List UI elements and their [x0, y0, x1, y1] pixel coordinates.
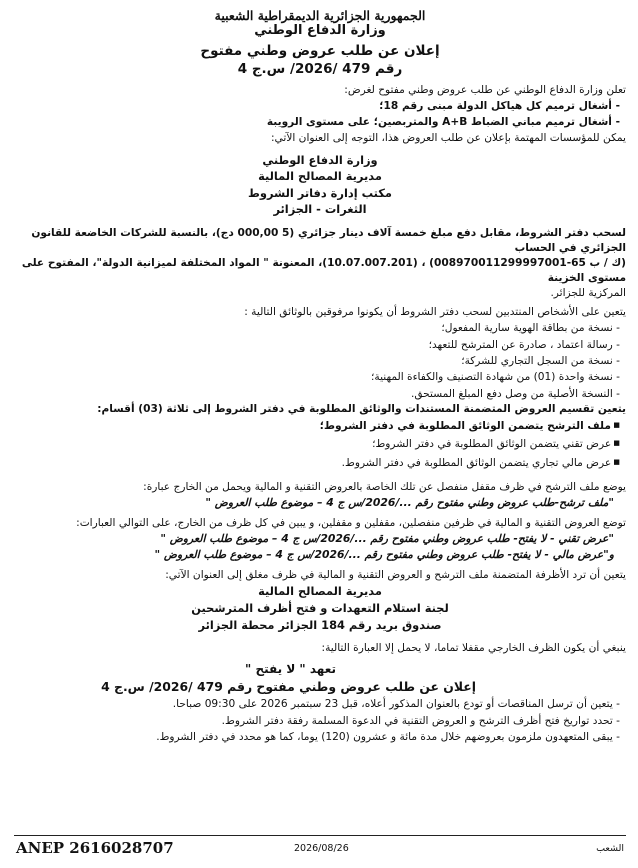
republic-name: الجمهورية الجزائرية الديمقراطية الشعبية [214, 8, 426, 23]
document-header [14, 8, 626, 77]
work-item: - أشغال ترميم مباني الضباط A+B والمتربصين؛ على مستوى الرويبة [14, 114, 620, 130]
structure-item: ■ عرض مالي تجاري يتضمن الوثائق المطلوبة في دفتر الشروط. [14, 454, 620, 472]
documents-list [14, 320, 626, 402]
structure-item: ■ ملف الترشح يتضمن الوثائق المطلوبة في دفتر الشروط؛ [14, 417, 620, 435]
structure-item: ■ عرض تقني يتضمن الوثائق المطلوبة في دفتر الشروط؛ [14, 435, 620, 453]
outer-envelope-notice [14, 660, 626, 697]
structure-intro: يتعين تقسيم العروض المتضمنة المستندات والوثائق المطلوبة في دفتر الشروط إلى ثلاثة (03) أقسام: [97, 403, 626, 416]
outer-envelope-intro: ينبغي أن يكون الظرف الخارجي مقفلا تماما، لا يحمل إلا العبارة التالية: [321, 641, 626, 654]
closing-list [14, 696, 626, 745]
technical-quote: "عرض تقني - لا يفتح- طلب عروض وطني مفتوح رقم .../2026/س ج 4 – موضوع طلب العروض " [160, 531, 614, 545]
address-line: مديرية المصالح المالية [258, 584, 382, 599]
withdrawal-address [14, 152, 626, 218]
announcement-page [14, 8, 626, 858]
address-line: وزارة الدفاع الوطني [262, 152, 378, 167]
document-item: - النسخة الأصلية من وصل دفع المبلغ المستحق. [14, 386, 620, 402]
address-line: مديرية المصالح المالية [258, 169, 382, 184]
closing-item: - يبقى المتعهدون ملزمون بعروضهم خلال مدة مائة و عشرون (120) يوما، كما هو محدد في دفتر الشروط. [14, 729, 620, 745]
address-line: الثغرات - الجزائر [273, 202, 367, 217]
newspaper-name: الشعب [596, 843, 624, 854]
submission-address [14, 583, 626, 634]
offers-intro: توضع العروض التقنية و المالية في ظرفين منفصلين، مقفلين و مقفلين، و يبين في كل ظرف من الخارج، على التوالي العبارات: [76, 516, 626, 529]
works-list [14, 98, 626, 131]
withdrawal-line: المركزية للجزائر. [550, 287, 626, 300]
financial-quote: و"عرض مالي - لا يفتح- طلب عروض وطني مفتوح رقم .../2026/س ج 4 – موضوع طلب العروض " [154, 548, 614, 562]
notice-line: تعهد " لا يفتح " [245, 661, 336, 676]
structure-list [14, 417, 626, 472]
candidature-quote: "ملف ترشح-طلب عروض وطني مفتوح رقم .../2026/س ج 4 – موضوع طلب العروض " [205, 495, 614, 509]
invite-text: يمكن للمؤسسات المهتمة بإعلان عن طلب العروض هذا، التوجه إلى العنوان الآتي: [270, 131, 626, 144]
announcement-title: إعلان عن طلب عروض وطني مفتوح [200, 42, 440, 59]
page-footer [14, 835, 626, 858]
document-item: - نسخة من السجل التجاري للشركة؛ [14, 353, 620, 369]
submit-intro: يتعين أن ترد الأظرفة المتضمنة ملف الترشح و العروض التقنية و المالية في ظرف مغلق إلى العنوان الآتي: [165, 569, 626, 582]
withdrawal-line: (ك / ب 65-008970011299997001) ، (10.07.007.201)، المعنونة " المواد المختلفة لميزانية الدولة"، المفتوح على مستوى الخزينة [21, 257, 626, 285]
anep-reference: ANEP 2616028707 [16, 839, 174, 857]
work-item: - أشغال ترميم كل هياكل الدولة مبنى رقم 18؛ [14, 98, 620, 114]
address-line: مكتب إدارة دفاتر الشروط [248, 185, 392, 200]
withdrawal-line: لسحب دفتر الشروط، مقابل دفع مبلغ خمسة آلاف دينار جزائري (5 000,00 دج)، بالنسبة للشركات الخاضعة للقانون الجزائري في الحساب [31, 226, 626, 254]
closing-item: - تحدد تواريخ فتح أظرف الترشح و العروض التقنية في الدعوة المسلمة رفقة دفتر الشروط. [14, 713, 620, 729]
document-item: - رسالة اعتماد ، صادرة عن المترشح للتعهد؛ [14, 337, 620, 353]
address-line: لجنة استلام التعهدات و فتح أظرف المترشحين [191, 601, 449, 616]
address-line: صندوق بريد رقم 184 الجزائر محطة الجزائر [198, 618, 442, 633]
candidature-intro: يوضع ملف الترشح في ظرف مقفل منفصل عن تلك الخاصة بالعروض التقنية و المالية ويحمل من الخارج عبارة: [143, 480, 626, 493]
notice-line: إعلان عن طلب عروض وطني مفتوح رقم 479 /2026/ س.ج 4 [101, 678, 476, 694]
ministry-name: وزارة الدفاع الوطني [254, 23, 386, 38]
document-item: - نسخة واحدة (01) من شهادة التصنيف والكفاءة المهنية؛ [14, 369, 620, 385]
intro-text: تعلن وزارة الدفاع الوطني عن طلب عروض وطني مفتوح لغرض: [344, 83, 626, 96]
document-item: - نسخة من بطاقة الهوية سارية المفعول؛ [14, 320, 620, 336]
closing-item: - يتعين أن ترسل المناقصات أو تودع بالعنوان المذكور أعلاه، قبل 23 سبتمبر 2026 على 09:30 صباحا. [14, 696, 620, 712]
withdrawal-terms [14, 226, 626, 301]
publication-date: 2026/08/26 [294, 843, 349, 854]
announcement-reference: رقم 479 /2026/ س.ج 4 [237, 60, 403, 77]
documents-intro: يتعين على الأشخاص المنتدبين لسحب دفتر الشروط أن يكونوا مرفوقين بالوثائق التالية : [244, 306, 626, 319]
